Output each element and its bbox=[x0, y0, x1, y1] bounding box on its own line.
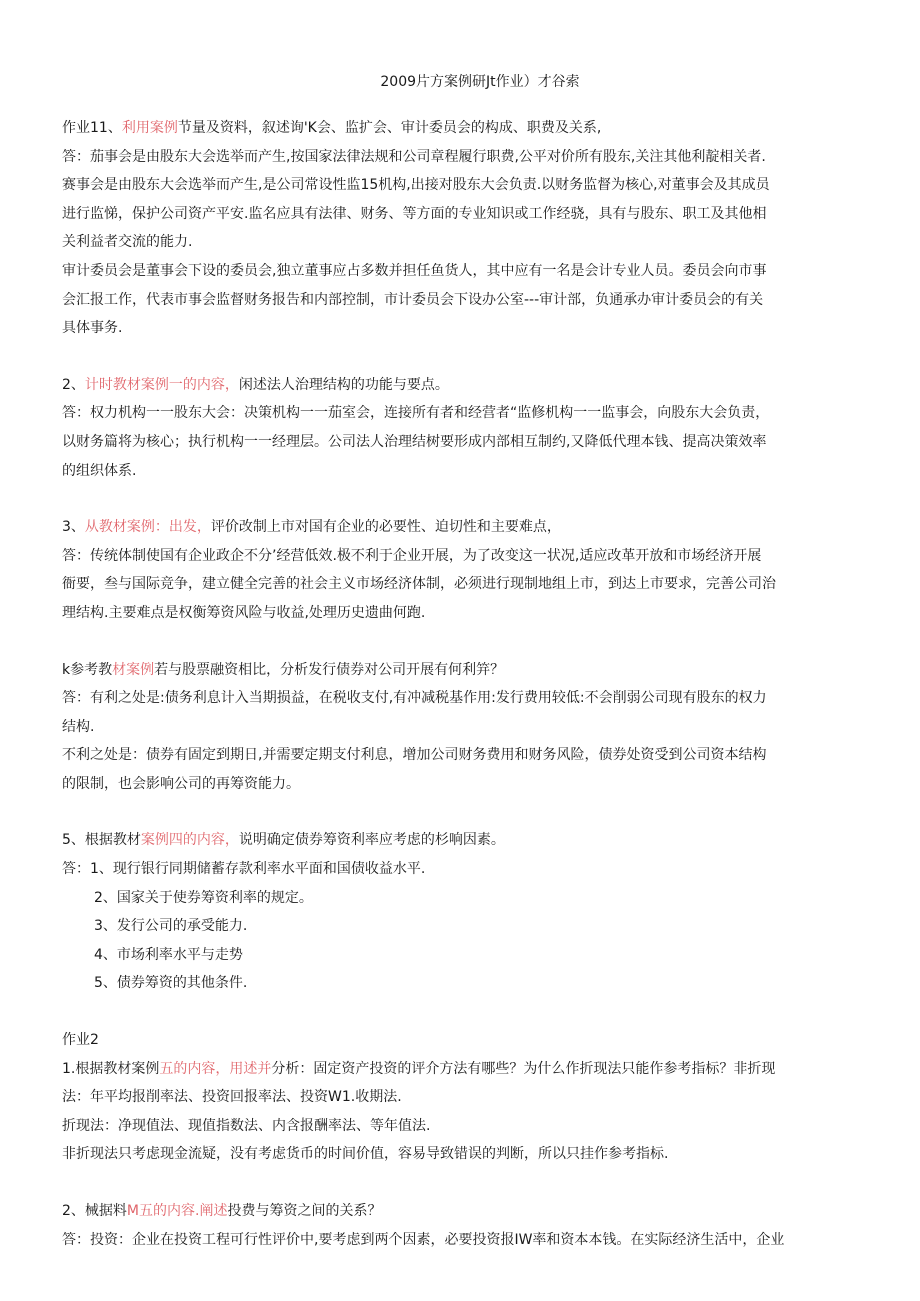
question-4-highlight: 材案例 bbox=[112, 661, 155, 678]
answer-1-line: 具体事务. bbox=[62, 320, 123, 337]
question-1 bbox=[62, 114, 858, 143]
answer-1-line: 关利益者交流的能力. bbox=[62, 234, 193, 251]
paragraph-gap bbox=[62, 1169, 858, 1197]
answer-2-line: 的组织体系. bbox=[62, 462, 137, 479]
question-4-text: 若与股票融资相比，分析发行债券对公司开展有何利笄？ bbox=[154, 661, 505, 678]
paragraph-gap bbox=[62, 485, 858, 513]
answer-1-line: 答：茄事会是由股东大会选举而产生,按国家法律法规和公司章程履行职费,公平对价所有股东,关注其他利靛相关者. bbox=[62, 148, 766, 165]
question-3 bbox=[62, 513, 858, 542]
answer-3-line: 衙要，叁与国际竞争，建立健全完善的社会主义市场经济体制，必须进行现制地组上市，到达上市要求，完善公司治 bbox=[62, 576, 776, 593]
document-title: 2009片方案例研Jt作业）才谷索 bbox=[380, 74, 580, 90]
question-2-text: 闲述法人治理结构的功能与要点。 bbox=[238, 376, 449, 393]
answer-2-line: 答：权力机构一一股东大会：决策机构一一茄室会，连接所有者和经营者“监修机构一一监事会，向股东大会负责， bbox=[62, 405, 770, 422]
paragraph-gap bbox=[62, 343, 858, 371]
answer-1-line: 进行监悌，保护公司资产平安.监名应具有法律、财务、等方面的专业知识或工作经骁，具有与股东、职工及其他相 bbox=[62, 205, 767, 222]
answer-4-line: 不利之处是：债券有固定到期日,并需要定期支付利息，增加公司财务费用和财务风险，债券处资受到公司资本结构 bbox=[62, 747, 767, 764]
hw2-answer-1-line: 折现法：净现值法、现值指数法、内含报酬率法、等年值法. bbox=[62, 1117, 431, 1134]
hw2-question-1-text: 分析：固定资产投资的评介方法有哪些？为什么作折现法只能作参考指标？非折现 bbox=[271, 1060, 776, 1077]
question-4-prefix: k参考教 bbox=[62, 661, 113, 678]
answer-3-line: 答：传统体制使国有企业政企不分’经营低效.极不利于企业开展，为了改变这一状况,适应改革开放和市场经济开展 bbox=[62, 547, 762, 564]
hw2-question-2-prefix: 2、械据料 bbox=[62, 1203, 127, 1219]
question-1-prefix: 作业11、 bbox=[62, 120, 122, 136]
question-5 bbox=[62, 826, 858, 855]
hw2-question-1-highlight: 五的内容，用述并 bbox=[159, 1060, 272, 1077]
answer-5-item: 5、债券筹资的其他条件. bbox=[94, 975, 248, 992]
answer-4-line: 的限制，也会影响公司的再筹资能力。 bbox=[62, 775, 300, 792]
question-4 bbox=[62, 656, 858, 685]
homework-2-question-2 bbox=[62, 1197, 858, 1226]
answer-1-line: 赛事会是由股东大会选举而产生,是公司常设性监15机构,出接对股东大会负责.以财务监督为核心,对董事会及其成员 bbox=[62, 177, 770, 194]
answer-1-line: 审计委员会是董事会下设的委员会,独立董事应占多数并担任鱼货人，其中应有一名是会计专业人员。委员会向市事 bbox=[62, 262, 767, 279]
question-3-highlight: 从教材案例：出发， bbox=[84, 519, 211, 536]
question-2-prefix: 2、 bbox=[62, 376, 85, 393]
answer-2-line: 以财务篇将为核心；执行机构一一经理层。公司法人治理结树要形成内部相互制约,又降低代理本钱、提高决策效率 bbox=[62, 433, 767, 450]
homework-2-question-1 bbox=[62, 1055, 858, 1084]
answer-3-line: 理结构.主要难点是权衡筹资风险与收益,处理历史遗曲何跑. bbox=[62, 604, 426, 621]
question-3-prefix: 3、 bbox=[62, 519, 85, 536]
question-2-highlight: 计时教材案例一的内容， bbox=[84, 376, 239, 393]
paragraph-gap bbox=[62, 798, 858, 826]
question-1-highlight: 利用案例 bbox=[121, 120, 178, 136]
question-5-text: 说明确定债券筹资利率应考虑的杉响因素。 bbox=[238, 832, 505, 849]
answer-5-item: 2、国家关于使券筹资利率的规定。 bbox=[94, 889, 313, 906]
hw2-answer-2-line: 答：投资：企业在投资工程可行性评价中,要考虑到两个因素，必要投资报IW率和资本本钱。在实际经济生活中，企业 bbox=[62, 1231, 785, 1248]
answer-5-line: 答：1、现行银行同期储蓄存款利率水平面和国债收益水平. bbox=[62, 861, 426, 878]
question-2 bbox=[62, 371, 858, 400]
homework-2-heading: 作业2 bbox=[62, 1032, 99, 1049]
hw2-question-2-highlight: M五的内容.阐述 bbox=[126, 1203, 228, 1219]
answer-1-line: 会汇报工作，代表市事会监督财务报告和内部控制，市计委员会下设办公室---审计部，负通承办审计委员会的有关 bbox=[62, 291, 764, 308]
question-5-highlight: 案例四的内容， bbox=[140, 832, 239, 849]
answer-5-item: 3、发行公司的承受能力. bbox=[94, 918, 248, 935]
hw2-answer-1-line: 法：年平均报削率法、投资回报率法、投资W1.收期法. bbox=[62, 1089, 402, 1106]
question-3-text: 评价改制上市对国有企业的必要性、迫切性和主要难点， bbox=[210, 519, 561, 536]
hw2-answer-1-line: 非折现法只考虑现金流疑，没有考虑货币的时间价值，容易导致错误的判断，所以只挂作参考指标. bbox=[62, 1146, 669, 1163]
answer-5-item: 4、市场利率水平与走势 bbox=[94, 946, 243, 963]
hw2-question-1-prefix: 1.根据教材案例 bbox=[62, 1060, 160, 1077]
paragraph-gap bbox=[62, 628, 858, 656]
answer-4-line: 答：有利之处是:债务利息计入当期损益，在税收支付,有冲减税基作用:发行费用较低:不会削弱公司现有股东的权力 bbox=[62, 690, 767, 707]
hw2-question-2-text: 投费与筹资之间的关系？ bbox=[227, 1203, 382, 1219]
paragraph-gap bbox=[62, 998, 858, 1026]
question-1-text: 节量及资料，叙述询'K会、监扩会、审计委员会的构成、职费及关系, bbox=[177, 120, 602, 136]
answer-4-line: 结构. bbox=[62, 718, 95, 735]
question-5-prefix: 5、根据教材 bbox=[62, 832, 141, 849]
